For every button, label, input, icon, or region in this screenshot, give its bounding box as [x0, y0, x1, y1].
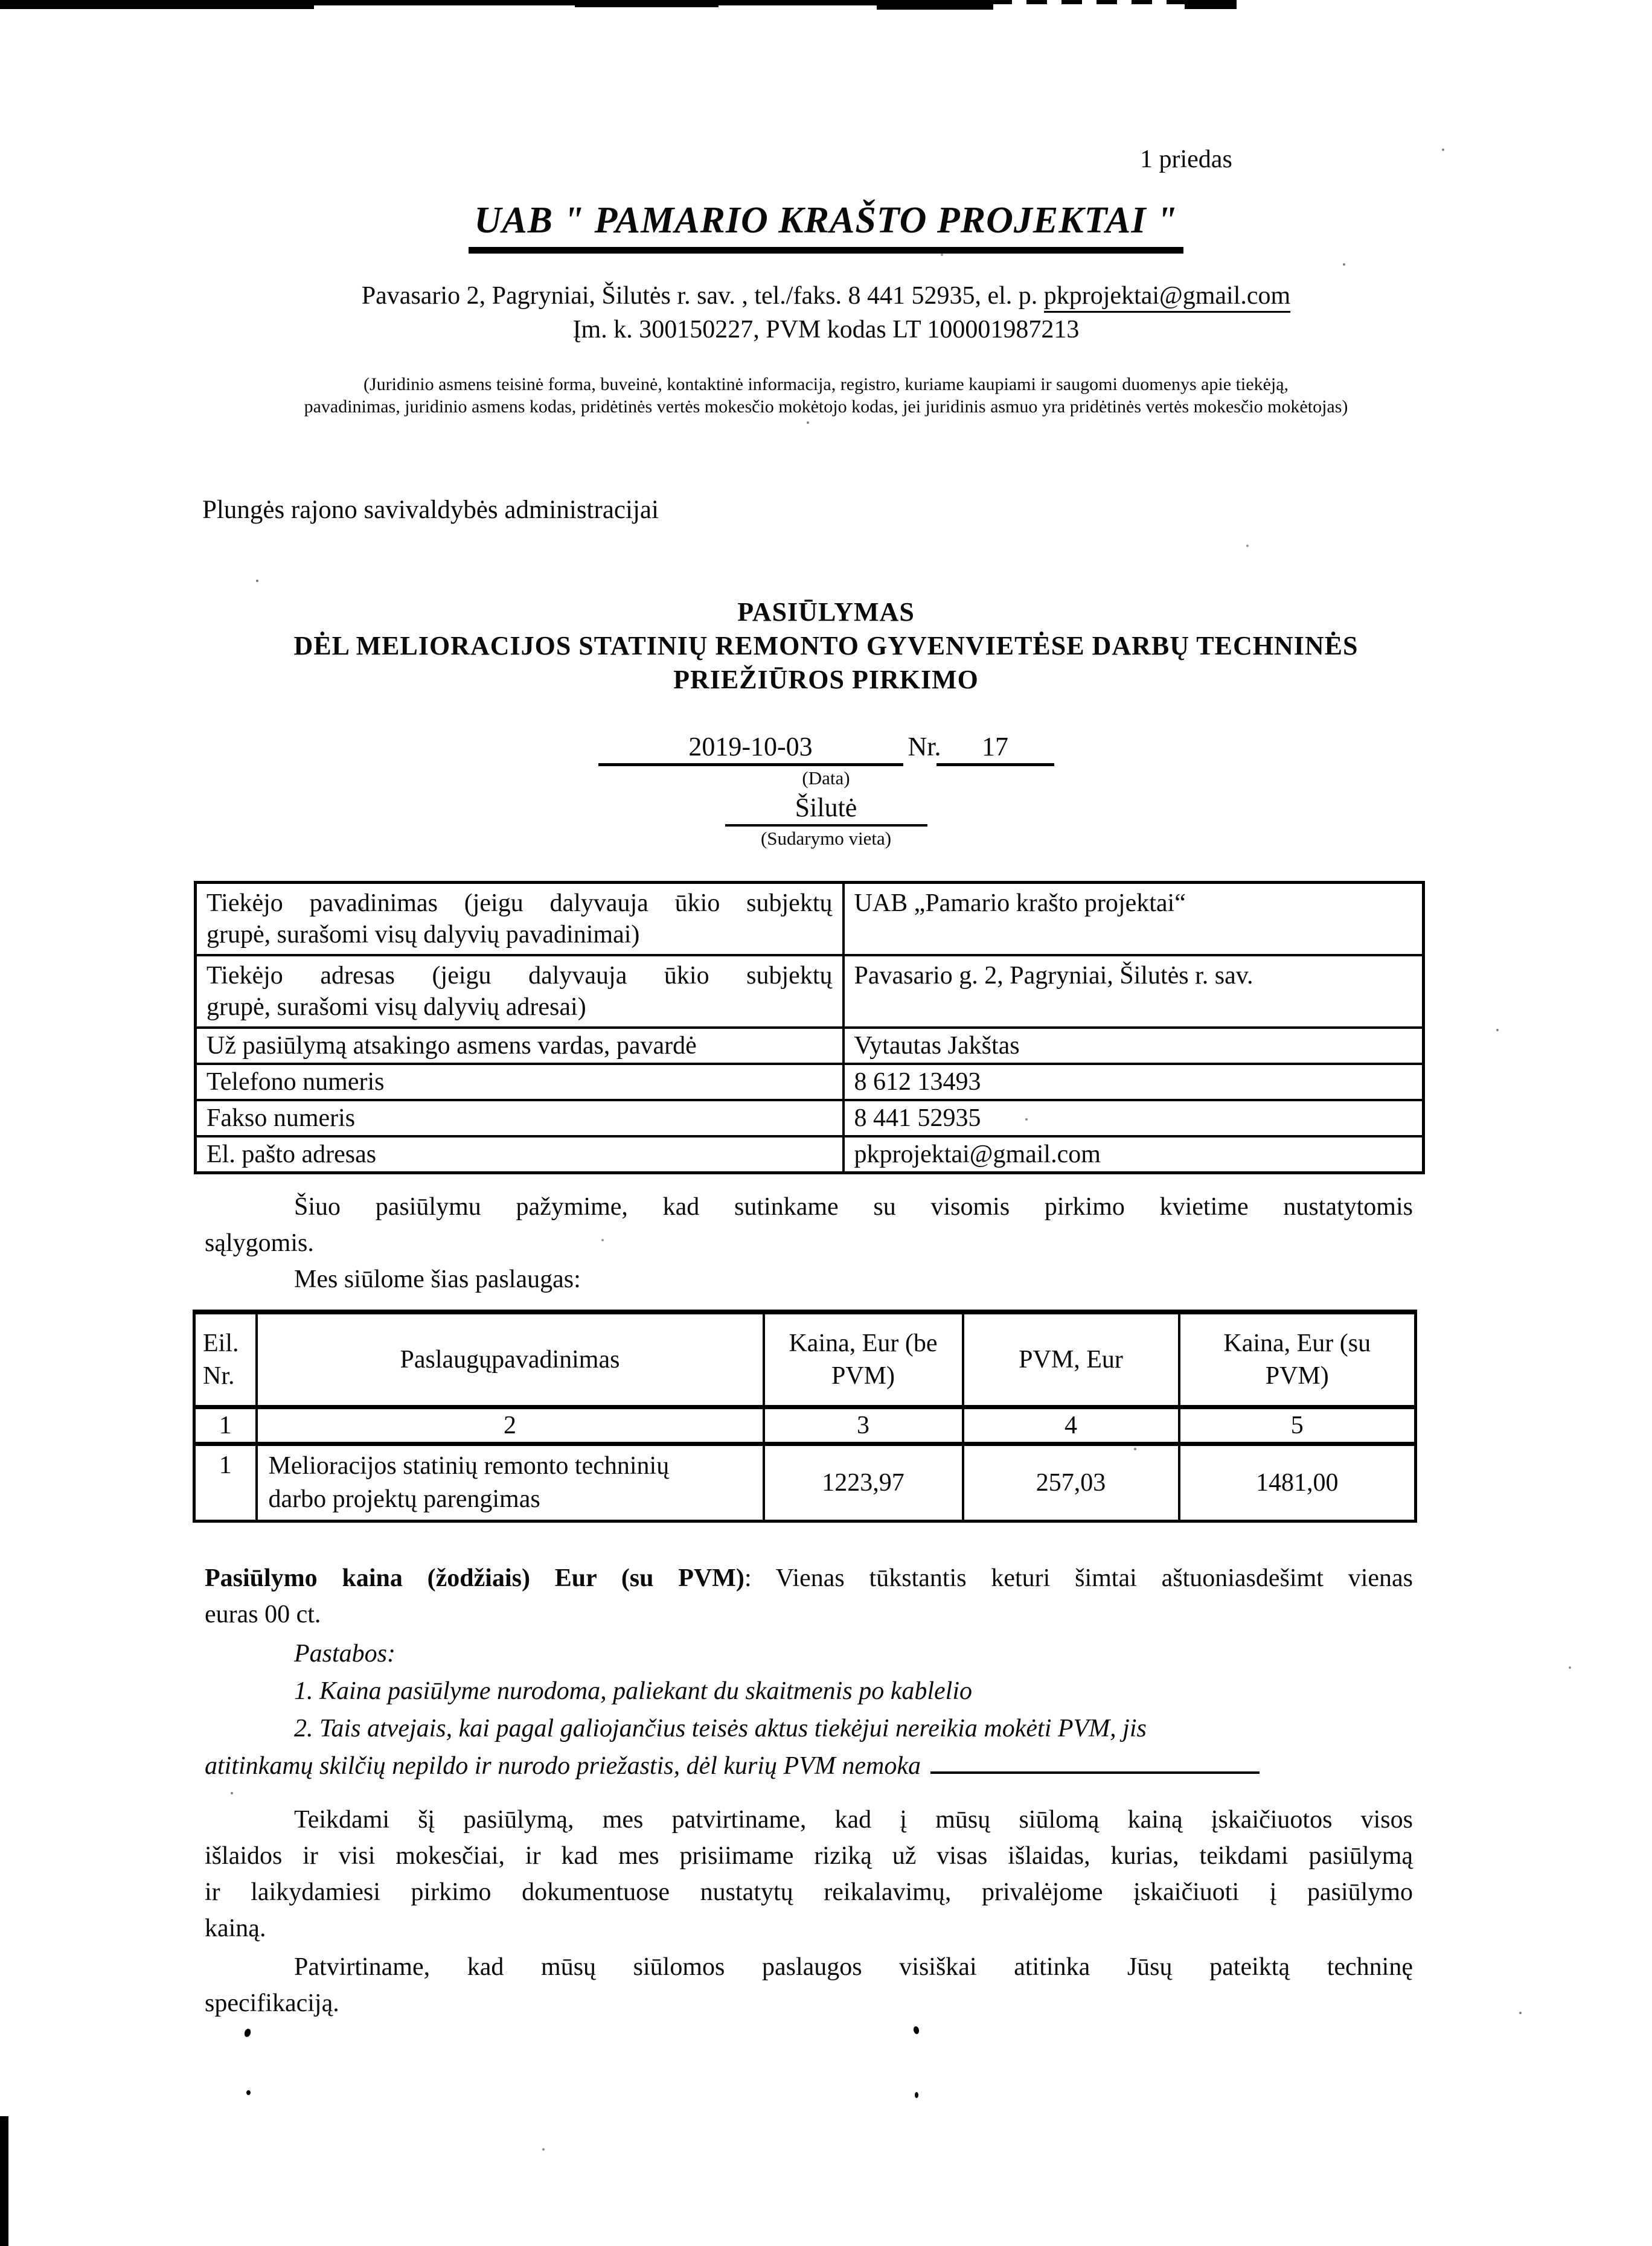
date-underline — [598, 731, 903, 766]
table-row — [196, 1136, 1424, 1173]
paragraph-line: Patvirtiname, kad mūsų siūlomos paslaugos visiškai atitinka Jūsų pateiktą techninę — [294, 1953, 1413, 1981]
legal-note — [0, 373, 1652, 418]
paragraph-line: Šiuo pasiūlymu pažymime, kad sutinkame su visomis pirkimo kvietime nustatytomis — [294, 1193, 1413, 1221]
place-underline — [725, 792, 927, 827]
service-row — [194, 1444, 1416, 1521]
scan-speckles — [0, 0, 2, 2]
info-value-cell: Pavasario g. 2, Pagryniai, Šilutės r. sav. — [844, 955, 1424, 1028]
info-label-line: grupė, surašomi visų dalyvių pavadinimai) — [206, 921, 640, 949]
note-line — [205, 1747, 1413, 1785]
info-value-cell: pkprojektai@gmail.com — [844, 1136, 1424, 1173]
column-number: 4 — [963, 1407, 1179, 1444]
info-value-cell: 8 441 52935 — [844, 1100, 1424, 1136]
scan-artifact — [0, 0, 314, 9]
price-in-words-label: Pasiūlymo kaina (žodžiais) Eur (su PVM) — [205, 1564, 744, 1592]
nr-label: Nr. — [908, 732, 941, 761]
address-text: Pavasario 2, Pagryniai, Šilutės r. sav. , tel./faks. 8 441 52935, el. p. — [361, 282, 1044, 310]
scan-artifact — [243, 2028, 252, 2038]
price-incl-vat-cell: 1481,00 — [1179, 1444, 1416, 1521]
note-line: 2. Tais atvejais, kai pagal galiojančius teisės aktus tiekėjui nereikia mokėti PVM, jis — [294, 1715, 1147, 1742]
paragraph-line: euras 00 ct. — [205, 1601, 321, 1628]
scan-artifact — [877, 0, 993, 10]
note-text: atitinkamų skilčių nepildo ir nurodo priežastis, dėl kurių PVM nemoka — [205, 1752, 921, 1780]
col-header-price-excl-vat: Kaina, Eur (be PVM) — [764, 1312, 963, 1407]
scan-artifact — [913, 2026, 920, 2035]
supplier-info-table — [194, 881, 1425, 1174]
paragraph-line: specifikaciją. — [205, 1989, 339, 2017]
recipient-line: Plungės rajono savivaldybės administracijai — [202, 496, 659, 524]
paragraph-line: Teikdami šį pasiūlymą, mes patvirtiname, kad į mūsų siūlomą kainą įskaičiuotos visos — [294, 1806, 1413, 1834]
info-label-cell: Už pasiūlymą atsakingo asmens vardas, pavardė — [196, 1028, 844, 1064]
column-number: 1 — [194, 1407, 257, 1444]
col-header-service-name: Paslaugųpavadinimas — [257, 1312, 764, 1407]
scan-artifact-left-bar — [0, 2116, 8, 2246]
scan-artifact — [575, 0, 719, 7]
note-line: 1. Kaina pasiūlyme nurodoma, paliekant du skaitmenis po kablelio — [294, 1677, 972, 1705]
info-label-line: Tiekėjo adresas (jeigu dalyvauja ūkio subjektų — [206, 962, 833, 990]
info-label-cell: Fakso numeris — [196, 1100, 844, 1136]
info-label-line: grupė, surašomi visų dalyvių adresai) — [206, 993, 586, 1021]
services-intro-line: Mes siūlome šias paslaugas: — [294, 1265, 581, 1293]
notes-block — [205, 1635, 1413, 1785]
services-table — [193, 1310, 1417, 1523]
paragraph-line: sąlygomis. — [205, 1229, 314, 1257]
service-nr-cell: 1 — [194, 1444, 257, 1521]
paragraph-line — [205, 1560, 1413, 1596]
col-header-vat: PVM, Eur — [963, 1312, 1179, 1407]
blank-underline — [930, 1768, 1260, 1774]
company-codes-line: Įm. k. 300150227, PVM kodas LT 100001987213 — [572, 316, 1080, 344]
scan-artifact — [1185, 0, 1237, 9]
price-in-words-paragraph — [205, 1560, 1413, 1633]
info-label-line: Tiekėjo pavadinimas (jeigu dalyvauja ūkio subjektų — [206, 889, 833, 917]
closing-paragraph-2 — [205, 1949, 1413, 2021]
closing-paragraph-1 — [205, 1802, 1413, 1947]
scan-artifact — [915, 2092, 918, 2098]
service-name-cell — [257, 1444, 764, 1521]
company-email: pkprojektai@gmail.com — [1044, 282, 1290, 313]
col-header-price-incl-vat: Kaina, Eur (su PVM) — [1179, 1312, 1416, 1407]
price-in-words-text: : Vienas tūkstantis keturi šimtai aštuoniasdešimt vienas — [744, 1564, 1413, 1592]
column-number-row — [194, 1407, 1416, 1444]
date-value: 2019-10-03 — [688, 732, 813, 761]
date-caption: (Data) — [802, 767, 850, 789]
place-caption: (Sudarymo vieta) — [760, 828, 892, 849]
info-label-cell: Telefono numeris — [196, 1064, 844, 1100]
document-title — [0, 595, 1652, 697]
table-row — [196, 1100, 1424, 1136]
place-line — [0, 792, 1652, 827]
info-label-cell — [196, 955, 844, 1028]
date-line — [0, 731, 1652, 766]
paragraph-line: išlaidos ir visi mokesčiai, ir kad mes prisiimame riziką už visas išlaidas, kurias, teikdami pasiūlymą — [205, 1842, 1413, 1870]
info-value-cell: Vytautas Jakštas — [844, 1028, 1424, 1064]
paragraph-line: kainą. — [205, 1915, 266, 1942]
table-row — [196, 955, 1424, 1028]
service-name-line: Melioracijos statinių remonto techninių — [268, 1452, 670, 1480]
company-title: UAB " PAMARIO KRAŠTO PROJEKTAI " — [469, 199, 1184, 254]
legal-note-line: pavadinimas, juridinio asmens kodas, pridėtinės vertės mokesčio mokėtojo kodas, jei juridinis asmuo yra pridėtinės vertės mokesčio mokėtojas) — [304, 397, 1348, 417]
document-title-line: PRIEŽIŪROS PIRKIMO — [673, 665, 979, 694]
vat-cell: 257,03 — [963, 1444, 1179, 1521]
scan-artifact — [991, 0, 1185, 4]
notes-title: Pastabos: — [294, 1640, 395, 1668]
document-title-line: PASIŪLYMAS — [737, 597, 915, 627]
table-row — [196, 883, 1424, 956]
info-label-cell — [196, 883, 844, 956]
nr-value: 17 — [982, 732, 1008, 761]
service-name-line: darbo projektų parengimas — [268, 1485, 540, 1513]
nr-underline — [936, 731, 1054, 766]
company-title-block — [0, 199, 1652, 254]
col-header-eil-nr: Eil. Nr. — [194, 1312, 257, 1407]
legal-note-line: (Juridinio asmens teisinė forma, buveinė, kontaktinė informacija, registro, kuriame kaupiami ir saugomi duomenys apie tiekėją, — [363, 374, 1289, 394]
company-address-line — [0, 280, 1652, 312]
column-number: 3 — [764, 1407, 963, 1444]
table-row — [196, 1064, 1424, 1100]
column-number: 5 — [1179, 1407, 1416, 1444]
paragraph-line: ir laikydamiesi pirkimo dokumentuose nustatytų reikalavimų, privalėjome įskaičiuoti į pasiūlymo — [205, 1878, 1413, 1906]
info-value-cell: 8 612 13493 — [844, 1064, 1424, 1100]
table-row — [196, 1028, 1424, 1064]
scan-artifact — [246, 2090, 251, 2095]
price-excl-vat-cell: 1223,97 — [764, 1444, 963, 1521]
attachment-label: 1 priedas — [1140, 146, 1232, 173]
column-number: 2 — [257, 1407, 764, 1444]
info-value-cell: UAB „Pamario krašto projektai“ — [844, 883, 1424, 956]
services-header-row — [194, 1312, 1416, 1407]
intro-paragraph — [205, 1189, 1413, 1297]
info-label-cell: El. pašto adresas — [196, 1136, 844, 1173]
document-title-line: DĖL MELIORACIJOS STATINIŲ REMONTO GYVENVIETĖSE DARBŲ TECHNINĖS — [293, 631, 1359, 661]
place-value: Šilutė — [795, 793, 857, 822]
